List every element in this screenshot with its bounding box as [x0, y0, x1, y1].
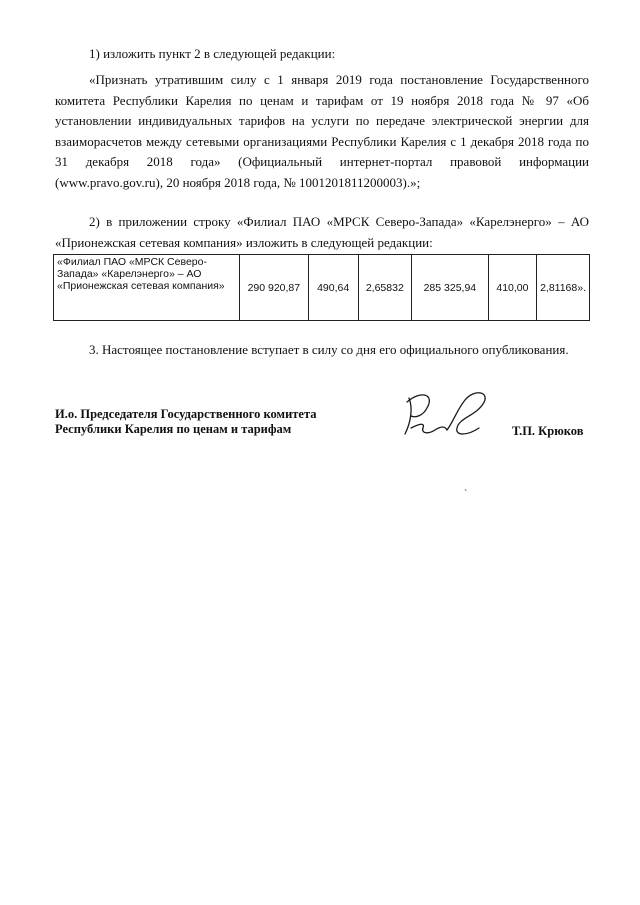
quoted-paragraph: «Признать утратившим силу с 1 января 2019 года постановление Государственного комитета Республики Карелия по ценам и тарифам от 19 ноября 2018 года № 97 «Об установлении индивидуальных тарифов на услуги по передаче электрической энергии для взаиморасчетов между сетевыми организациями Республики Карелия с 1 декабря 2018 года по 31 декабря 2018 года» (Официальный интернет-портал правовой информации (www.pravo.gov.ru), 20 ноября 2018 года, № 1001201811200003).»; [55, 72, 589, 190]
table-cell-value: 490,64 [308, 255, 358, 321]
table-cell-organization: «Филиал ПАО «МРСК Северо-Запада» «Карелэнерго» – АО «Прионежская сетевая компания» [54, 255, 240, 321]
table-cell-value: 2,65832 [358, 255, 411, 321]
item-2-text: 2) в приложении строку «Филиал ПАО «МРСК Северо-Запада» «Карелэнерго» – АО «Прионежская сетевая компания» изложить в следующей редакции: [55, 214, 589, 250]
handwritten-signature [395, 388, 507, 440]
signatory-title [55, 407, 317, 437]
signatory-name: Т.П. Крюков [512, 424, 584, 438]
signatory-title-line-1: И.о. Председателя Государственного комитета [55, 407, 317, 421]
table-cell-value: 410,00 [488, 255, 536, 321]
table-cell-value: 2,81168». [537, 255, 590, 321]
signatory-title-line-2: Республики Карелия по ценам и тарифам [55, 422, 292, 436]
table-row [54, 255, 590, 321]
table-cell-value: 285 325,94 [411, 255, 488, 321]
item-1-text: 1) изложить пункт 2 в следующей редакции: [89, 46, 336, 61]
item-3-text: 3. Настоящее постановление вступает в силу со дня его официального опубликования. [89, 342, 569, 357]
tariff-table [53, 254, 590, 321]
stray-mark: ˋ [464, 489, 468, 500]
table-cell-value: 290 920,87 [240, 255, 309, 321]
